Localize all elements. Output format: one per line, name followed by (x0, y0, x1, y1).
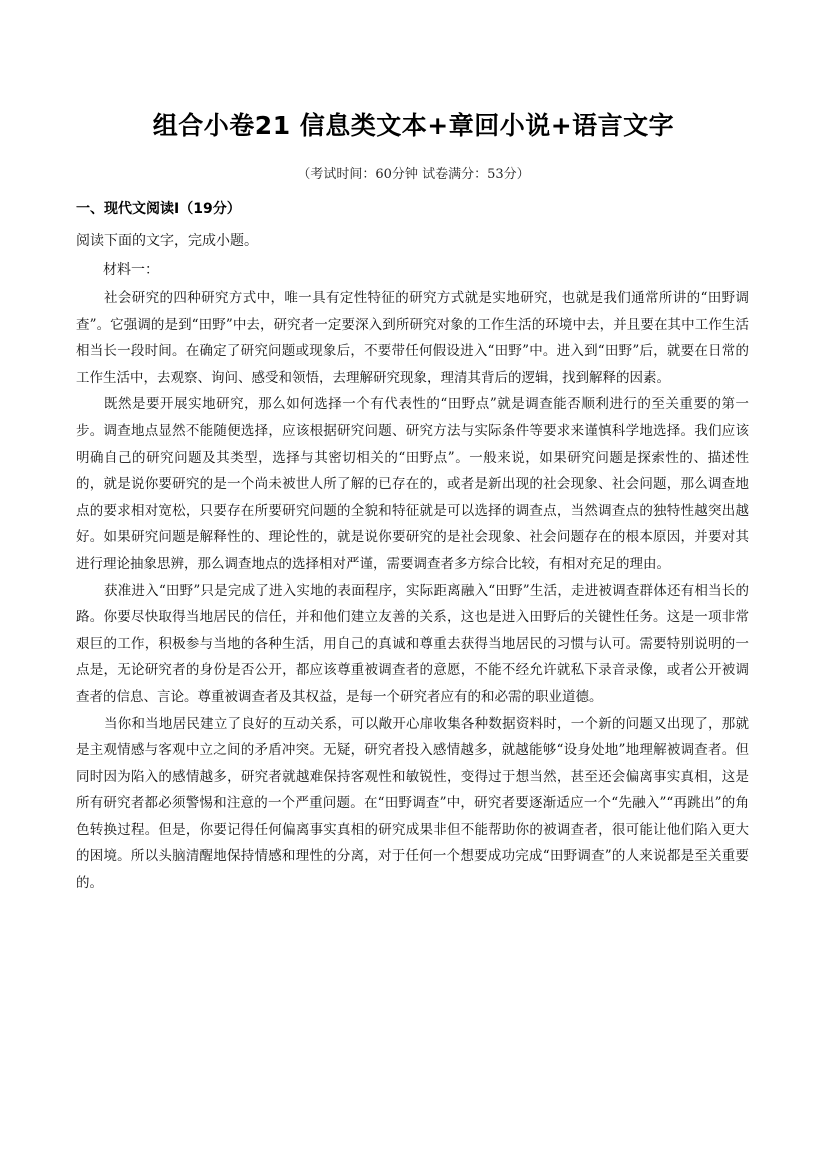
material-label: 材料一： (103, 262, 159, 278)
section-heading: 一、现代文阅读Ⅰ（19分） (76, 201, 241, 217)
paragraph: 获准进入“田野”只是完成了进入实地的表面程序，实际距离融入“田野”生活，走进被调查群体还有相当长的路。你要尽快取得当地居民的信任，并和他们建立友善的关系，这也是进入田野后的关键性任务。这是一项非常艰巨的工作，积极参与当地的各种生活，用自己的真诚和尊重去获得当地居民的习惯与认可。需要特别说明的一点是，无论研究者的身份是否公开，都应该尊重被调查者的意愿，不能不经允许就私下录音录像，或者公开被调查者的信息、言论。尊重被调查者及其权益，是每一个研究者应有的和必需的职业道德。 (76, 582, 749, 705)
paragraph: 社会研究的四种研究方式中，唯一具有定性特征的研究方式就是实地研究，也就是我们通常所讲的“田野调查”。它强调的是到“田野”中去，研究者一定要深入到所研究对象的工作生活的环境中去，并且要在其中工作生活相当长一段时间。在确定了研究问题或现象后，不要带任何假设进入“田野”中。进入到“田野”后，就要在日常的工作生活中，去观察、询问、感受和领悟，去理解研究现象，理清其背后的逻辑，找到解释的因素。 (76, 290, 749, 386)
paragraph: 既然是要开展实地研究，那么如何选择一个有代表性的“田野点”就是调查能否顺利进行的至关重要的第一步。调查地点显然不能随便选择，应该根据研究问题、研究方法与实际条件等要求来谨慎科学地选择。我们应该明确自己的研究问题及其类型，选择与其密切相关的“田野点”。一般来说，如果研究问题是探索性的、描述性的，就是说你要研究的是一个尚未被世人所了解的已存在的，或者是新出现的社会现象、社会问题，那么调查地点的要求相对宽松，只要存在所要研究问题的全貌和特征就是可以选择的调查点，当然调查点的独特性越突出越好。如果研究问题是解释性的、理论性的，就是说你要研究的是社会现象、社会问题存在的根本原因，并要对其进行理论抽象思辨，那么调查地点的选择相对严谨，需要调查者多方综合比较，有相对充足的理由。 (76, 396, 749, 572)
passage-body (76, 285, 749, 897)
exam-info: （考试时间：60分钟 试卷满分：53分） (297, 167, 530, 182)
reading-instruction: 阅读下面的文字，完成小题。 (76, 233, 258, 249)
page-title: 组合小卷21 信息类文本+章回小说+语言文字 (152, 111, 675, 140)
paragraph: 当你和当地居民建立了良好的互动关系，可以敞开心扉收集各种数据资料时，一个新的问题又出现了，那就是主观情感与客观中立之间的矛盾冲突。无疑，研究者投入感情越多，就越能够“设身处地”地理解被调查者。但同时因为陷入的感情越多，研究者就越难保持客观性和敏锐性，变得过于想当然，甚至还会偏离事实真相，这是所有研究者都必须警惕和注意的一个严重问题。在“田野调查”中，研究者要逐渐适应一个“先融入”“再跳出”的角色转换过程。但是，你要记得任何偏离事实真相的研究成果非但不能帮助你的被调查者，很可能让他们陷入更大的困境。所以头脑清醒地保持情感和理性的分离，对于任何一个想要成功完成“田野调查”的人来说都是至关重要的。 (76, 715, 749, 892)
